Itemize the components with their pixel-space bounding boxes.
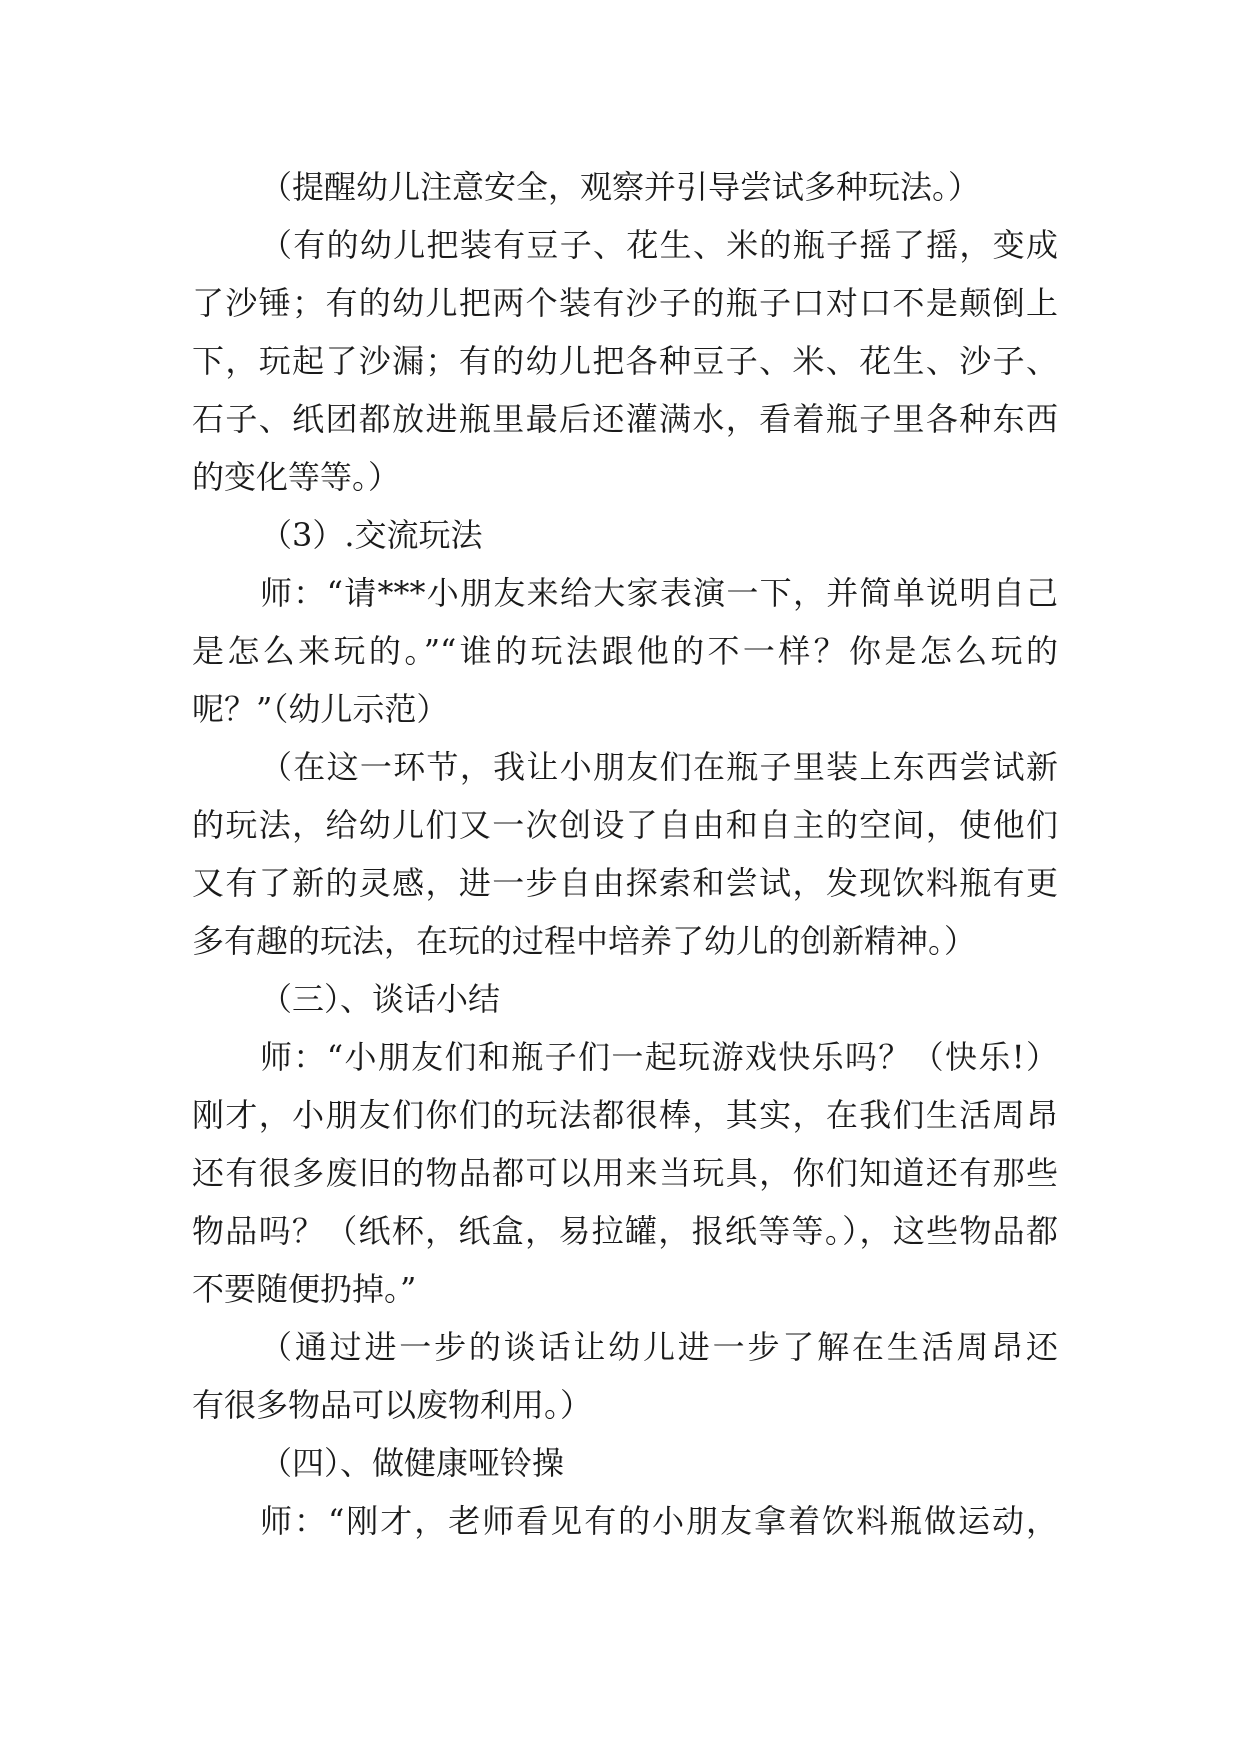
paragraph-line: 物品吗？（纸杯，纸盒，易拉罐，报纸等等。），这些物品都 xyxy=(192,1212,1058,1250)
section-heading: （三）、谈话小结 xyxy=(260,980,501,1018)
paragraph-line: （通过进一步的谈话让幼儿进一步了解在生活周昂还 xyxy=(260,1328,1058,1366)
paragraph-line: 还有很多废旧的物品都可以用来当玩具，你们知道还有那些 xyxy=(192,1154,1058,1192)
paragraph-line: 又有了新的灵感，进一步自由探索和尝试，发现饮料瓶有更 xyxy=(192,864,1058,902)
paragraph-line: 石子、纸团都放进瓶里最后还灌满水，看着瓶子里各种东西 xyxy=(192,400,1058,438)
paragraph-line: （提醒幼儿注意安全，观察并引导尝试多种玩法。） xyxy=(260,168,981,206)
paragraph-line: 不要随便扔掉。” xyxy=(192,1270,417,1308)
paragraph-line: 师：“小朋友们和瓶子们一起玩游戏快乐吗？（快乐!） xyxy=(260,1038,1058,1076)
paragraph-line: 的变化等等。） xyxy=(192,458,401,496)
paragraph-line: 师：“刚才，老师看见有的小朋友拿着饮料瓶做运动， xyxy=(260,1502,1058,1540)
paragraph-line: 刚才，小朋友们你们的玩法都很棒，其实，在我们生活周昂 xyxy=(192,1096,1058,1134)
paragraph-line: 了沙锤；有的幼儿把两个装有沙子的瓶子口对口不是颠倒上 xyxy=(192,284,1058,322)
section-heading: （四）、做健康哑铃操 xyxy=(260,1444,565,1482)
paragraph-line: 下，玩起了沙漏；有的幼儿把各种豆子、米、花生、沙子、 xyxy=(192,342,1058,380)
paragraph-line: 师：“请***小朋友来给大家表演一下，并简单说明自己 xyxy=(260,574,1058,612)
paragraph-line: 多有趣的玩法，在玩的过程中培养了幼儿的创新精神。） xyxy=(192,922,977,960)
section-heading: （3）.交流玩法 xyxy=(260,516,483,554)
paragraph-line: 的玩法，给幼儿们又一次创设了自由和自主的空间，使他们 xyxy=(192,806,1058,844)
paragraph-line: 是怎么来玩的。”“谁的玩法跟他的不一样？你是怎么玩的 xyxy=(192,632,1058,670)
paragraph-line: 有很多物品可以废物利用。） xyxy=(192,1386,593,1424)
paragraph-line: 呢？”（幼儿示范） xyxy=(192,690,449,728)
paragraph-line: （有的幼儿把装有豆子、花生、米的瓶子摇了摇，变成 xyxy=(260,226,1058,264)
paragraph-line: （在这一环节，我让小朋友们在瓶子里装上东西尝试新 xyxy=(260,748,1058,786)
